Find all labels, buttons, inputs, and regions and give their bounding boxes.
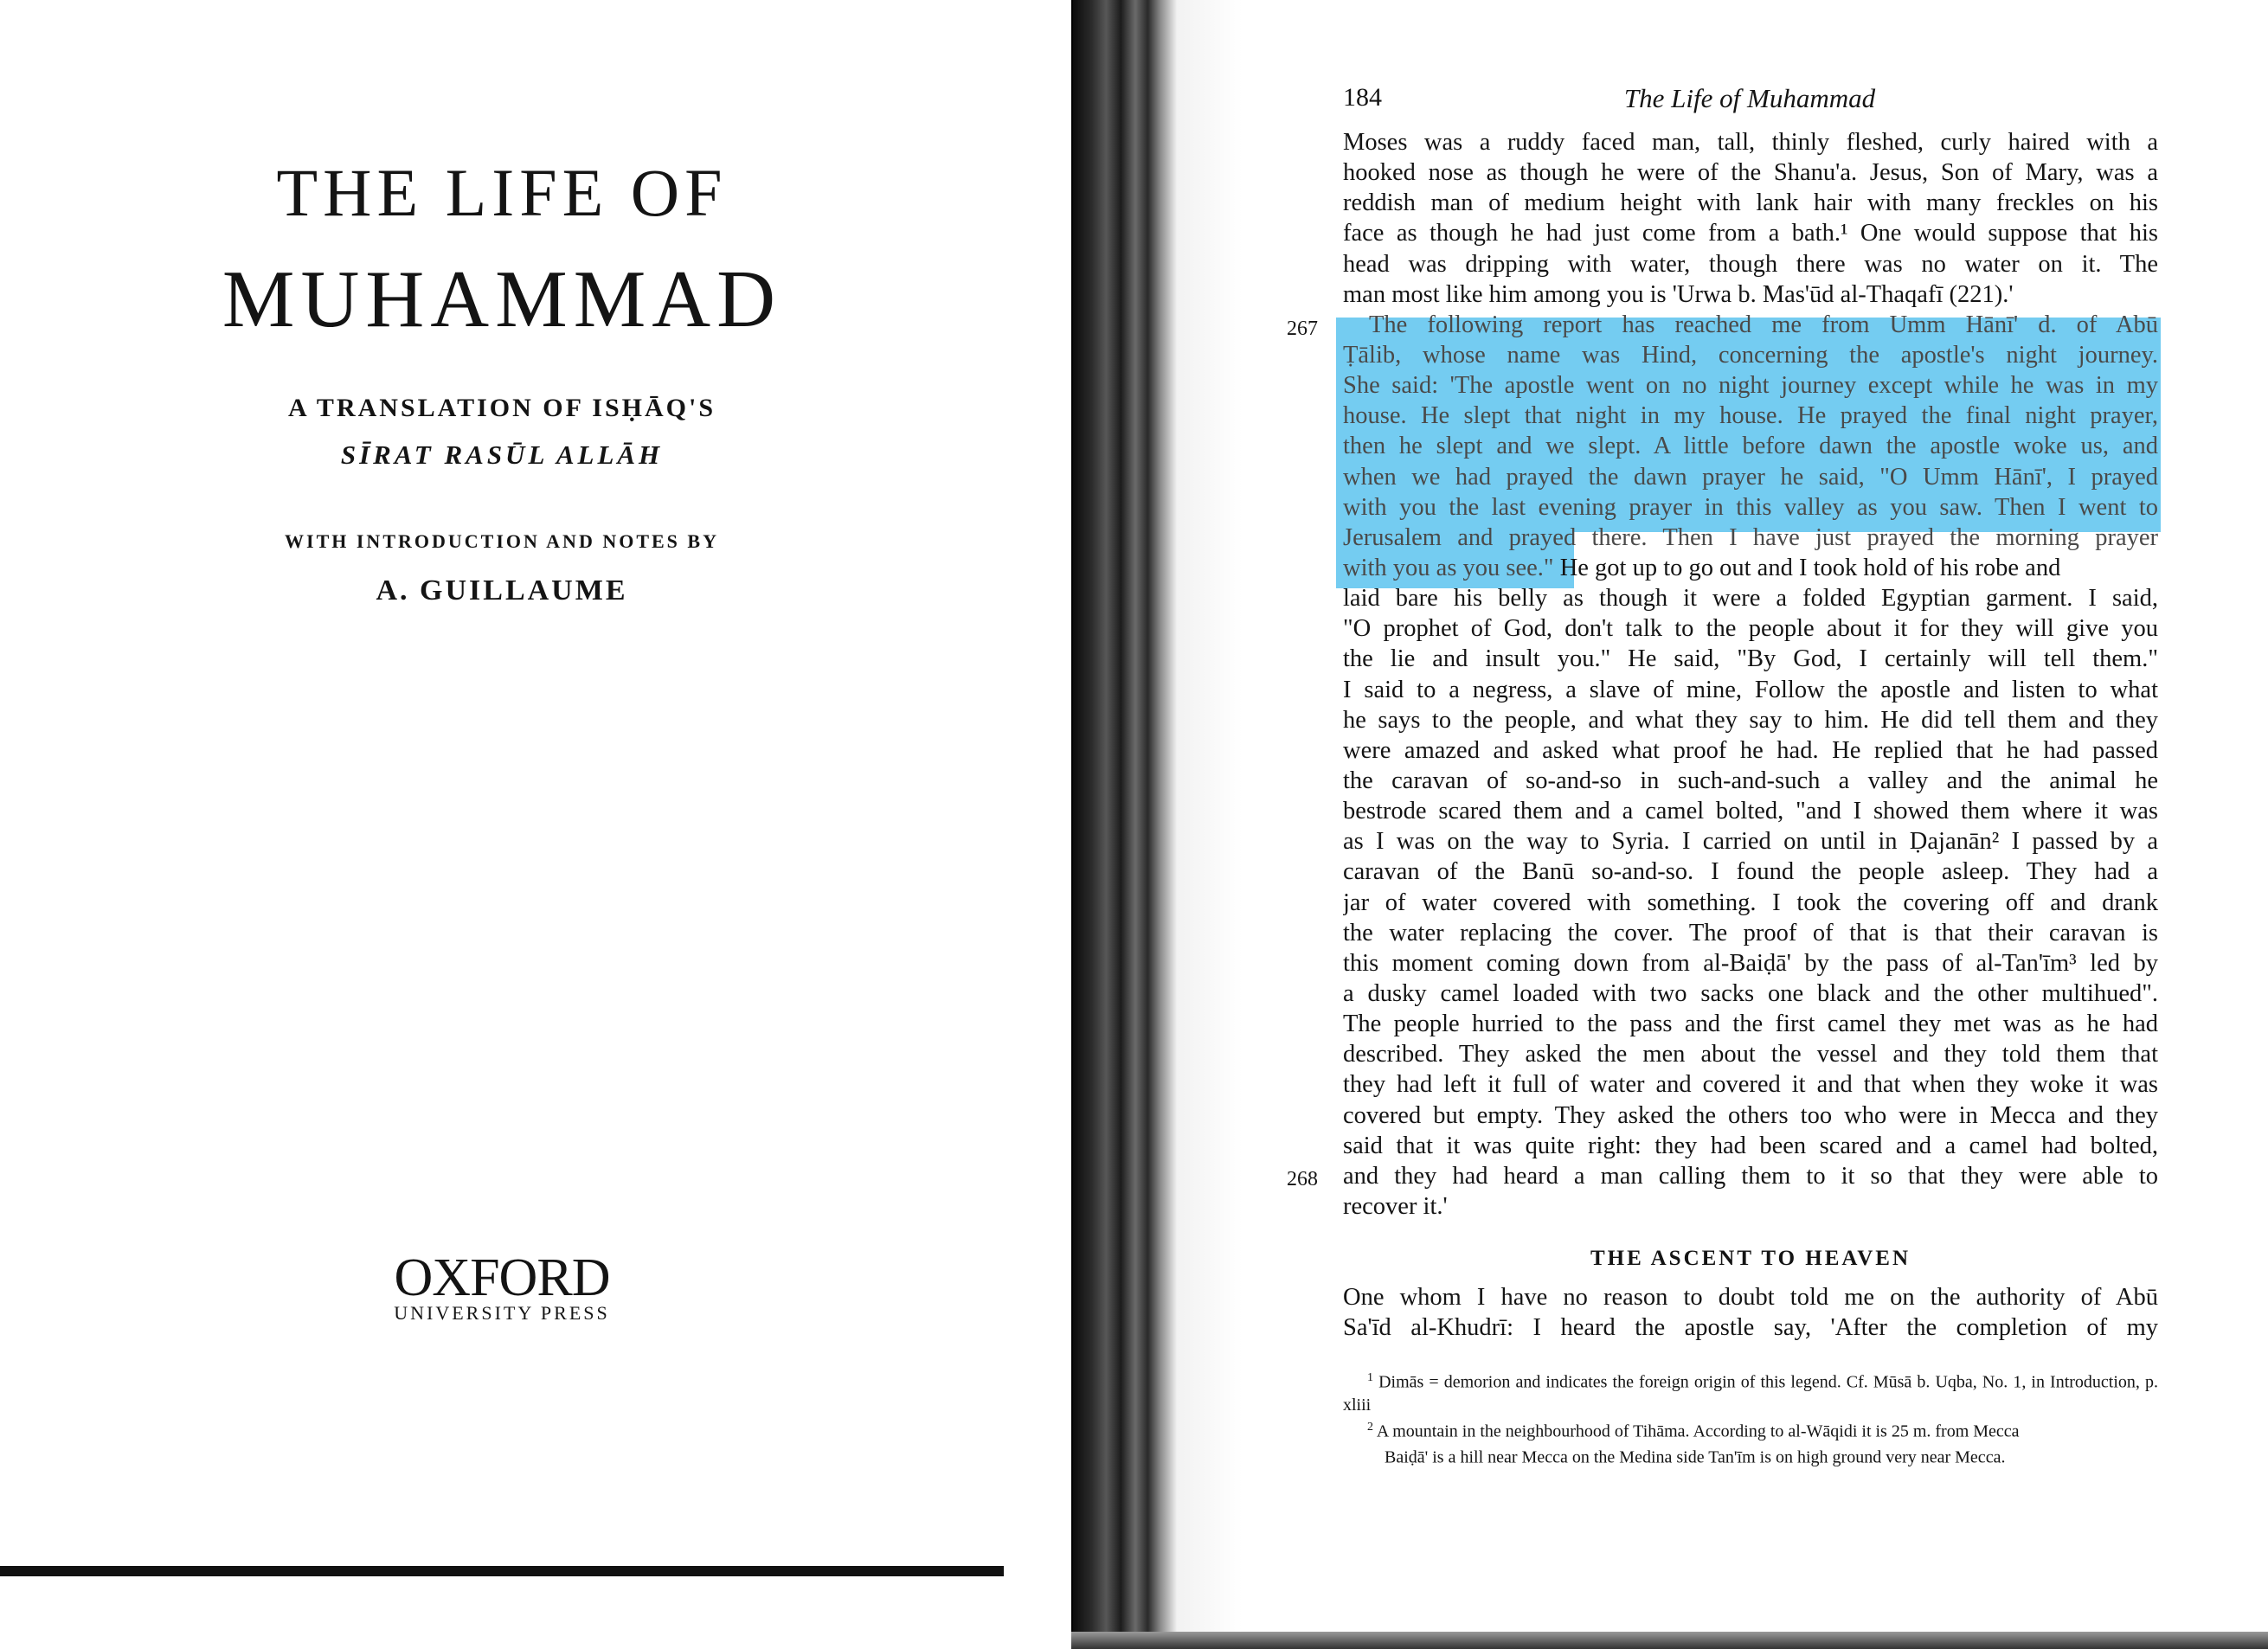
footnote-text: A mountain in the neighbourhood of Tihāma. According to al-Wāqidi it is 25 m. from Mecca [1376,1421,2020,1441]
page-bottom-rule [0,1566,1004,1576]
text-line: a dusky camel loaded with two sacks one black and the other multihued". [1343,979,2158,1007]
highlighted-text-line: She said: 'The apostle went on no night journey except while he was in my [1343,372,2158,400]
page-bottom-edge [1071,1632,2268,1649]
footnote [1343,1367,2158,1416]
highlighted-text-line: when we had prayed the dawn prayer he said, "O Umm Hānī', I prayed [1343,463,2158,491]
highlighted-text-line: Jerusalem and prayed there. Then I have just prayed the morning prayer [1343,523,2158,551]
text-line: said that it was quite right: they had been scared and a camel had bolted, [1343,1132,2158,1159]
text-line: were amazed and asked what proof he had. He replied that he had passed [1343,736,2158,764]
text-line: hooked nose as though he were of the Shanu'a. Jesus, Son of Mary, was a [1343,159,2158,187]
text-line: described. They asked the men about the vessel and they told them that [1343,1041,2158,1068]
text-line: The people hurried to the pass and the first camel they met was as he had [1343,1011,2158,1038]
text-line: bestrode scared them and a camel bolted, "and I showed them where it was [1343,798,2158,825]
text-line: "O prophet of God, don't talk to the people about it for they will give you [1343,615,2158,643]
book-gutter [1073,0,1177,1649]
text-line: the water replacing the cover. The proof of that is that their caravan is [1343,919,2158,946]
text-line: recover it.' [1343,1192,1448,1220]
text-line: Sa'īd al-Khudrī: I heard the apostle say, 'After the completion of my [1343,1314,2158,1342]
highlighted-text-line: Ṭālib, whose name was Hind, concerning the apostle's night journey. [1343,341,2158,369]
publisher-name: OXFORD [394,1248,610,1307]
subtitle-line-1: A TRANSLATION OF ISḤĀQ'S [287,394,716,422]
text-line: he says to the people, and what they say to him. He did tell them and they [1343,706,2158,734]
footnote-text: Baiḍā' is a hill near Mecca on the Medina side Tan'īm is on high ground very near Mecca. [1385,1447,2006,1467]
page-number: 184 [1343,83,1382,112]
introduction-credit: WITH INTRODUCTION AND NOTES BY [285,530,719,552]
text-line: jar of water covered with something. I took the covering off and drank [1343,889,2158,916]
text-line: reddish man of medium height with lank hair with many freckles on his [1343,189,2158,217]
highlighted-text-fragment: with you as you see." [1343,554,1554,581]
text-line: laid bare his belly as though it were a folded Egyptian garment. I said, [1343,585,2158,613]
publisher-subtitle: UNIVERSITY PRESS [394,1302,610,1324]
text-line: the lie and insult you." He said, "By God, I certainly will tell them." [1343,645,2158,673]
text-line: One whom I have no reason to doubt told me on the authority of Abū [1343,1284,2158,1312]
book-title-line-1: THE LIFE OF [276,155,728,230]
footnote-mark: 1 [1367,1371,1373,1384]
text-fragment: He got up to go out and I took hold of his robe and [1553,554,2061,581]
text-line: head was dripping with water, though there was no water on it. The [1343,250,2158,278]
author-name: A. GUILLAUME [376,574,628,606]
text-line: I said to a negress, a slave of mine, Follow the apostle and listen to what [1343,676,2158,703]
text-line: the caravan of so-and-so in such-and-such a valley and the animal he [1343,767,2158,794]
footnote-text: Dimās = demorion and indicates the foreign origin of this legend. Cf. Mūsā b. Uqba, No. 1, in Introduction, p. xliii [1343,1372,2158,1415]
highlighted-text-line: house. He slept that night in my house. He prayed the final night prayer, [1343,402,2158,430]
text-line: and they had heard a man calling them to it so that they were able to [1343,1162,2158,1190]
highlighted-text-line: The following report has reached me from Umm Hānī' d. of Abū [1369,311,2158,338]
text-line: as I was on the way to Syria. I carried on until in Ḍajanān² I passed by a [1343,828,2158,856]
text-line: Moses was a ruddy faced man, tall, thinly fleshed, curly haired with a [1343,129,2158,156]
footnote [1343,1442,2158,1469]
running-head [1343,83,2156,118]
text-line: caravan of the Banū so-and-so. I found the people asleep. They had a [1343,858,2158,886]
book-title-line-2: MUHAMMAD [222,254,782,344]
highlighted-text-line: then he slept and we slept. A little before dawn the apostle woke us, and [1343,433,2158,460]
text-line: they had left it full of water and covered it and that when they woke it was [1343,1071,2158,1099]
footnote-mark: 2 [1367,1420,1373,1434]
subtitle-line-2: SĪRAT RASŪL ALLĀH [340,440,664,470]
running-title: The Life of Muhammad [1623,83,1876,113]
text-line: covered but empty. They asked the others too who were in Mecca and they [1343,1101,2158,1129]
title-page [0,0,1017,1649]
text-line: face as though he had just come from a bath.¹ One would suppose that his [1343,220,2158,247]
section-heading: THE ASCENT TO HEAVEN [1590,1247,1911,1271]
highlighted-text-line: with you the last evening prayer in this valley as you saw. Then I went to [1343,493,2158,521]
body-text [1343,127,2158,1343]
footnotes [1343,1367,2158,1469]
text-line-mixed [1343,553,2158,583]
text-line: man most like him among you is 'Urwa b. Mas'ūd al-Thaqafī (221).' [1343,280,2014,308]
text-line: this moment coming down from al-Baiḍā' by the pass of al-Tan'īm³ led by [1343,949,2158,977]
margin-page-ref: 267 [1287,318,1318,340]
footnote [1343,1416,2158,1443]
margin-page-ref: 268 [1287,1168,1318,1190]
